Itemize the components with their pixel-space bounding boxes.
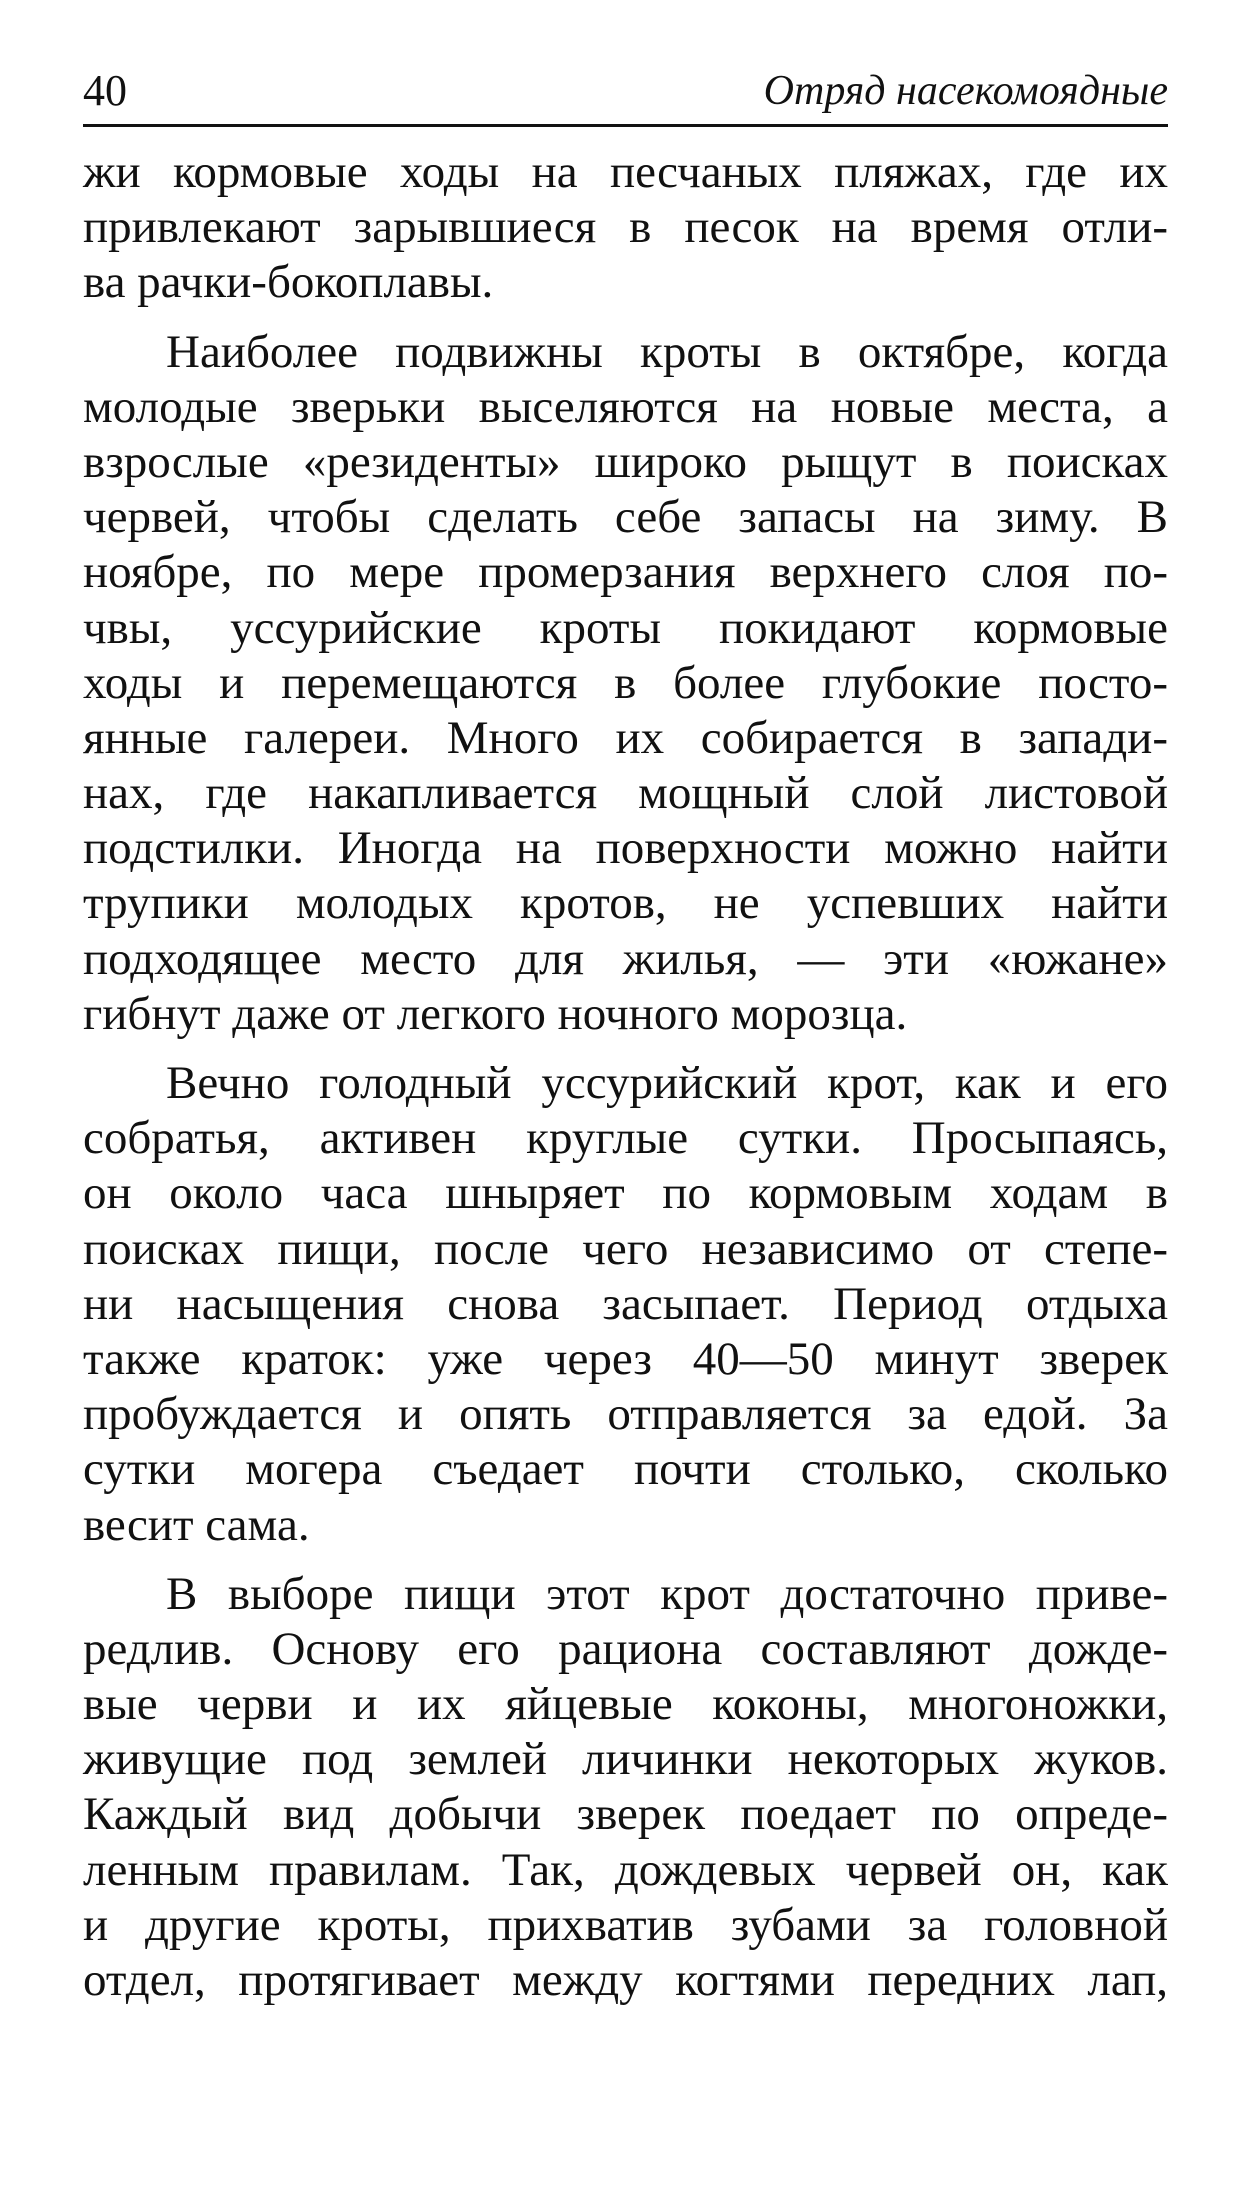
text-line: В выборе пищи этот крот достаточно приве- <box>166 1567 1168 1620</box>
text-line: подстилки. Иногда на поверхности можно найти <box>83 822 1168 875</box>
text-line: жи кормовые ходы на песчаных пляжах, где их <box>83 146 1168 198</box>
running-title: Отряд насекомоядные <box>763 68 1168 114</box>
text-line: чвы, уссурийские кроты покидают кормовые <box>83 601 1168 654</box>
text-line: ни насыщения снова засыпает. Период отдыха <box>83 1277 1168 1330</box>
text-line: Вечно голодный уссурийский крот, как и его <box>166 1057 1168 1109</box>
text-line: собратья, активен круглые сутки. Просыпаясь, <box>83 1112 1168 1165</box>
book-page <box>83 62 1168 2008</box>
text-line: взрослые «резиденты» широко рыщут в поисках <box>83 435 1168 488</box>
text-line: сутки могера съедает почти столько, сколько <box>83 1443 1168 1496</box>
text-line: редлив. Основу его рациона составляют дожде- <box>83 1622 1168 1675</box>
text-line: он около часа шныряет по кормовым ходам в <box>83 1167 1168 1220</box>
text-line: также краток: уже через 40—50 минут зверек <box>83 1332 1168 1385</box>
paragraph-1 <box>83 145 1168 311</box>
text-line: Каждый вид добычи зверек поедает по опреде- <box>83 1788 1168 1841</box>
paragraph-4 <box>83 1567 1168 2009</box>
text-line: подходящее место для жилья, — эти «южане» <box>83 932 1168 985</box>
text-line: привлекают зарывшиеся в песок на время отли- <box>83 201 1168 254</box>
text-line: и другие кроты, прихватив зубами за головной <box>83 1898 1168 1951</box>
page-header <box>83 62 1168 127</box>
text-line: ленным правилам. Так, дождевых червей он, как <box>83 1843 1168 1896</box>
text-line: вые черви и их яйцевые коконы, многоножки, <box>83 1678 1168 1731</box>
text-line: ва рачки-бокоплавы. <box>83 256 494 309</box>
text-line: трупики молодых кротов, не успевших найти <box>83 877 1168 930</box>
text-line: Наиболее подвижны кроты в октябре, когда <box>166 325 1168 378</box>
text-line: весит сама. <box>83 1498 310 1551</box>
text-line: нах, где накапливается мощный слой листовой <box>83 767 1168 820</box>
text-line: пробуждается и опять отправляется за едой. За <box>83 1388 1168 1441</box>
body-text <box>83 145 1168 2008</box>
text-line: янные галереи. Много их собирается в запади- <box>83 711 1168 764</box>
text-line: гибнут даже от легкого ночного морозца. <box>83 987 908 1040</box>
text-line: ноябре, по мере промерзания верхнего слоя по- <box>83 546 1168 599</box>
paragraph-2 <box>83 325 1168 1042</box>
page-number: 40 <box>83 66 127 115</box>
paragraph-3 <box>83 1056 1168 1553</box>
text-line: поисках пищи, после чего независимо от степе- <box>83 1222 1168 1275</box>
text-line: ходы и перемещаются в более глубокие посто- <box>83 656 1168 709</box>
text-line: червей, чтобы сделать себе запасы на зиму. В <box>83 491 1168 544</box>
text-line: молодые зверьки выселяются на новые места, а <box>83 380 1168 433</box>
text-line: живущие под землей личинки некоторых жуков. <box>83 1733 1168 1786</box>
text-line: отдел, протягивает между когтями передних лап, <box>83 1954 1168 2006</box>
